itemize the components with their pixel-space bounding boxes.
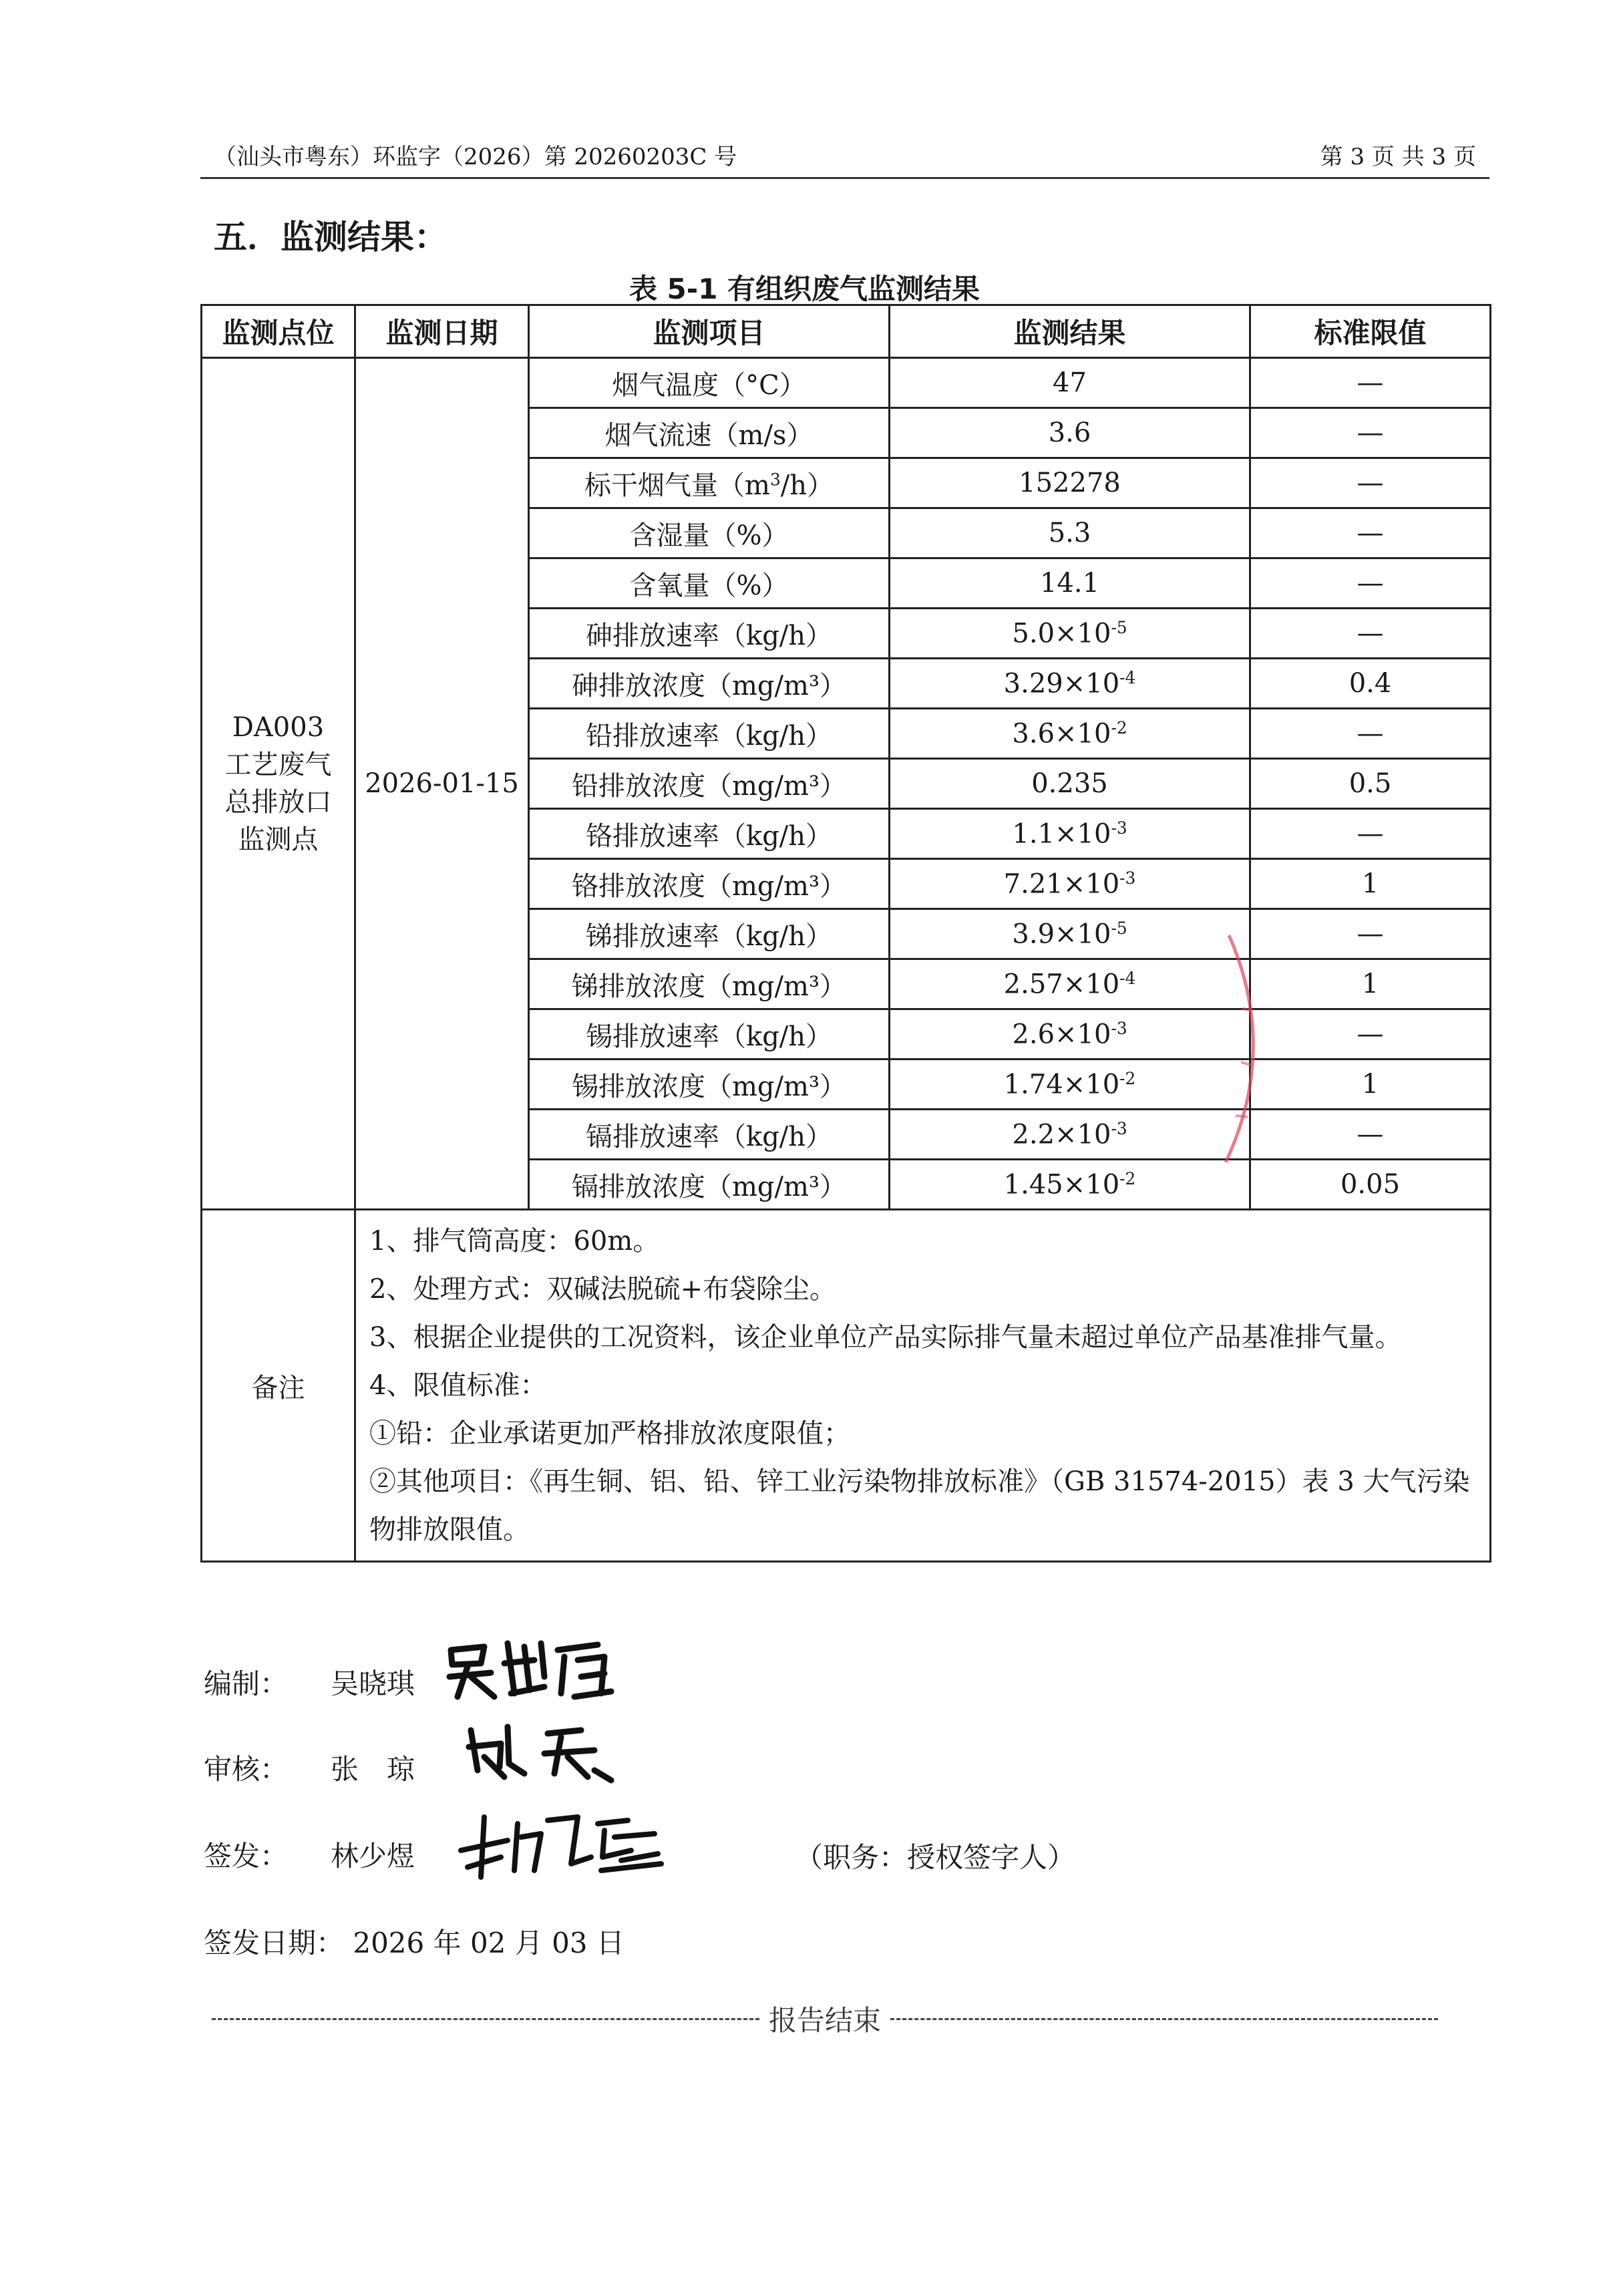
results-table	[200, 304, 1491, 1563]
limit-cell: 1	[1250, 859, 1491, 909]
col-header-result: 监测结果	[890, 305, 1250, 358]
item-cell: 铬排放浓度（mg/m³）	[529, 859, 890, 909]
notes-row	[202, 1210, 1491, 1562]
location-line: 工艺废气	[224, 750, 332, 780]
limit-cell: 0.05	[1250, 1160, 1491, 1210]
limit-cell: 0.4	[1250, 659, 1491, 709]
result-cell	[890, 859, 1250, 909]
limit-cell: 1	[1250, 1059, 1491, 1110]
result-cell	[890, 659, 1250, 709]
item-cell: 锑排放速率（kg/h）	[529, 909, 890, 959]
result-cell	[890, 1110, 1250, 1160]
result-cell: 5.3	[890, 508, 1250, 558]
item-text: 标干烟气量（m	[584, 470, 770, 501]
issued-name: 林少煜	[331, 1840, 415, 1872]
reviewed-by-row	[204, 1748, 464, 1788]
note-line: ①铅：企业承诺更加严格排放浓度限值；	[369, 1418, 850, 1449]
issued-by-row	[204, 1834, 464, 1874]
col-header-date: 监测日期	[355, 305, 529, 358]
result-mantissa: 2.2×10	[1012, 1119, 1111, 1150]
result-cell: 0.235	[890, 759, 1250, 809]
result-mantissa: 3.29×10	[1003, 668, 1120, 699]
limit-cell: —	[1250, 1110, 1491, 1160]
result-cell	[890, 809, 1250, 859]
col-header-item: 监测项目	[529, 305, 890, 358]
item-cell	[529, 458, 890, 508]
item-cell: 镉排放速率（kg/h）	[529, 1110, 890, 1160]
report-number: （汕头市粤东）环监字（2026）第 20260203C 号	[214, 144, 737, 170]
result-cell	[890, 709, 1250, 759]
page-number: 第 3 页 共 3 页	[1320, 144, 1476, 170]
item-cell: 锡排放速率（kg/h）	[529, 1009, 890, 1059]
seal-stamp-edge	[1216, 929, 1276, 1169]
end-dash-left	[212, 2018, 759, 2020]
result-mantissa: 1.45×10	[1003, 1169, 1120, 1200]
limit-cell: —	[1250, 558, 1491, 609]
date-cell: 2026-01-15	[355, 358, 529, 1210]
table-header-row	[202, 305, 1491, 358]
table-body	[202, 358, 1491, 1562]
compiled-label: 编制：	[204, 1667, 289, 1700]
result-exponent: -3	[1119, 868, 1136, 888]
result-exponent: -4	[1119, 667, 1136, 687]
result-exponent: -3	[1111, 1118, 1127, 1138]
item-cell: 烟气温度（°C）	[529, 358, 890, 408]
item-cell: 铅排放速率（kg/h）	[529, 709, 890, 759]
result-mantissa: 1.1×10	[1012, 818, 1111, 850]
result-exponent: -3	[1111, 1018, 1127, 1038]
col-header-location: 监测点位	[202, 305, 355, 358]
item-superscript: 3	[769, 469, 781, 489]
result-cell	[890, 959, 1250, 1009]
table-title: 表 5-1 有组织废气监测结果	[629, 273, 980, 305]
report-end-text: 报告结束	[768, 2004, 881, 2037]
location-line: 监测点	[238, 824, 319, 855]
item-cell: 锡排放浓度（mg/m³）	[529, 1059, 890, 1110]
result-exponent: -2	[1119, 1168, 1136, 1188]
result-cell	[890, 1160, 1250, 1210]
page-header	[200, 137, 1489, 179]
issued-label: 签发：	[204, 1840, 289, 1872]
note-line: 2、处理方式：双碱法脱硫+布袋除尘。	[369, 1274, 836, 1305]
item-cell: 铬排放速率（kg/h）	[529, 809, 890, 859]
result-exponent: -2	[1119, 1068, 1136, 1088]
notes-label: 备注	[202, 1210, 355, 1562]
report-end-line	[200, 1999, 1449, 2039]
result-mantissa: 2.57×10	[1003, 969, 1120, 1000]
item-cell: 砷排放浓度（mg/m³）	[529, 659, 890, 709]
result-mantissa: 5.0×10	[1012, 618, 1111, 649]
location-cell	[202, 358, 355, 1210]
limit-cell: 1	[1250, 959, 1491, 1009]
reviewed-label: 审核：	[204, 1753, 289, 1786]
location-line: 总排放口	[224, 787, 332, 818]
limit-cell: —	[1250, 709, 1491, 759]
compiled-by-row	[204, 1662, 464, 1702]
limit-cell: —	[1250, 358, 1491, 408]
note-line: 4、限值标准：	[369, 1370, 547, 1401]
result-exponent: -5	[1111, 617, 1127, 637]
item-cell: 锑排放浓度（mg/m³）	[529, 959, 890, 1009]
result-cell	[890, 1009, 1250, 1059]
result-cell	[890, 609, 1250, 659]
result-cell	[890, 909, 1250, 959]
section-title: 五．监测结果：	[214, 218, 448, 257]
limit-cell: —	[1250, 458, 1491, 508]
item-cell: 铅排放浓度（mg/m³）	[529, 759, 890, 809]
result-mantissa: 3.9×10	[1012, 919, 1111, 950]
location-line: DA003	[232, 712, 325, 743]
result-exponent: -3	[1111, 818, 1127, 838]
item-cell: 含氧量（%）	[529, 558, 890, 609]
note-line: 1、排气筒高度：60m。	[369, 1226, 660, 1257]
limit-cell: —	[1250, 909, 1491, 959]
limit-cell: 0.5	[1250, 759, 1491, 809]
result-cell	[890, 1059, 1250, 1110]
notes-content	[355, 1210, 1491, 1562]
item-cell: 烟气流速（m/s）	[529, 408, 890, 458]
limit-cell: —	[1250, 609, 1491, 659]
issuer-post: （职务：授权签字人）	[795, 1841, 1076, 1874]
item-cell: 砷排放速率（kg/h）	[529, 609, 890, 659]
item-cell: 含湿量（%）	[529, 508, 890, 558]
note-line: 3、根据企业提供的工况资料，该企业单位产品实际排气量未超过单位产品基准排气量。	[369, 1322, 1402, 1353]
col-header-limit: 标准限值	[1250, 305, 1491, 358]
issuer-signature	[454, 1804, 668, 1884]
item-cell: 镉排放浓度（mg/m³）	[529, 1160, 890, 1210]
end-dash-right	[890, 2018, 1438, 2020]
result-exponent: -4	[1119, 968, 1136, 988]
result-cell: 152278	[890, 458, 1250, 508]
issue-date: 签发日期： 2026 年 02 月 03 日	[204, 1927, 624, 1959]
result-mantissa: 7.21×10	[1003, 868, 1120, 900]
compiled-name: 吴晓琪	[331, 1667, 415, 1700]
reviewer-signature	[461, 1717, 614, 1784]
result-cell: 47	[890, 358, 1250, 408]
reviewed-name: 张 琼	[331, 1753, 415, 1786]
result-cell: 3.6	[890, 408, 1250, 458]
result-mantissa: 1.74×10	[1003, 1069, 1120, 1100]
limit-cell: —	[1250, 408, 1491, 458]
result-mantissa: 2.6×10	[1012, 1019, 1111, 1050]
limit-cell: —	[1250, 809, 1491, 859]
note-line: ②其他项目：《再生铜、铝、铅、锌工业污染物排放标准》（GB 31574-2015）表 3 大气污染物排放限值。	[369, 1466, 1470, 1545]
result-cell: 14.1	[890, 558, 1250, 609]
limit-cell: —	[1250, 1009, 1491, 1059]
result-exponent: -5	[1111, 918, 1127, 938]
result-mantissa: 3.6×10	[1012, 718, 1111, 750]
result-exponent: -2	[1111, 717, 1127, 737]
item-text-tail: /h）	[780, 470, 834, 501]
limit-cell: —	[1250, 508, 1491, 558]
table-row	[202, 358, 1491, 408]
compiler-signature	[444, 1630, 618, 1703]
